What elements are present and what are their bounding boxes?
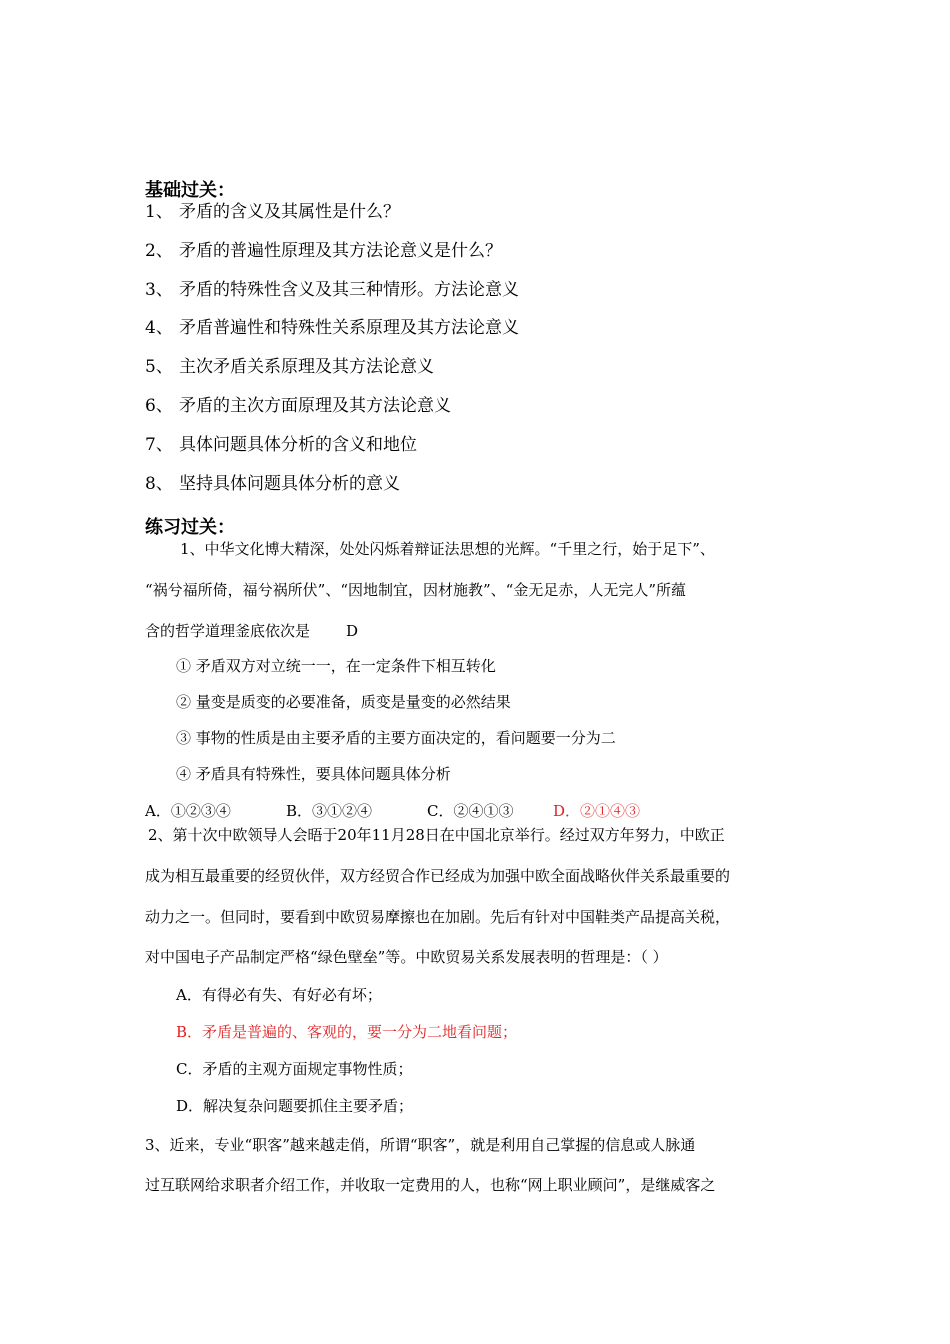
basic-section-heading: 基础过关： xyxy=(145,180,235,201)
q2-line: 成为相互最重要的经贸伙伴，双方经贸合作已经成为加强中欧全面战略伙伴关系最重要的 xyxy=(145,867,731,885)
basic-item xyxy=(145,279,519,301)
q2-line: 动力之一。但同时，要看到中欧贸易摩擦也在加剧。先后有针对中国鞋类产品提高关税， xyxy=(145,908,731,926)
q1-stem-end: 含的哲学道理釜底依次是 xyxy=(145,622,311,640)
q1-statement: ④ 矛盾具有特殊性，要具体问题具体分析 xyxy=(176,765,451,783)
q2-option-a: A．有得必有失、有好必有坏； xyxy=(176,986,382,1004)
q2-line: 对中国电子产品制定严格“绿色壁垒”等。中欧贸易关系发展表明的哲理是：（ ） xyxy=(145,948,668,966)
item-number: 6、 xyxy=(145,396,173,416)
q1-line: 1、中华文化博大精深，处处闪烁着辩证法思想的光辉。“千里之行，始于足下”、 xyxy=(180,540,715,558)
q1-line xyxy=(145,621,358,641)
q3-line: 过互联网给求职者介绍工作，并收取一定费用的人，也称“网上职业顾问”，是继威客之 xyxy=(145,1176,716,1194)
item-text: 矛盾的含义及其属性是什么？ xyxy=(179,202,400,222)
item-text: 矛盾的特殊性含义及其三种情形。方法论意义 xyxy=(179,280,519,300)
q2-option-d: D．解决复杂问题要抓住主要矛盾； xyxy=(176,1097,414,1115)
item-number: 7、 xyxy=(145,435,173,455)
item-text: 矛盾的主次方面原理及其方法论意义 xyxy=(179,396,451,416)
q1-option-d: D．②①④③ xyxy=(553,802,641,820)
item-text: 矛盾普遍性和特殊性关系原理及其方法论意义 xyxy=(179,318,519,338)
q3-line: 3、近来，专业“职客”越来越走俏，所谓“职客”，就是利用自己掌握的信息或人脉通 xyxy=(145,1136,696,1154)
item-number: 3、 xyxy=(145,280,173,300)
q1-answer-mark: D xyxy=(346,622,359,640)
basic-item xyxy=(145,395,451,417)
q1-statement: ① 矛盾双方对立统一一，在一定条件下相互转化 xyxy=(176,657,496,675)
basic-item xyxy=(145,317,519,339)
item-number: 4、 xyxy=(145,318,173,338)
item-text: 坚持具体问题具体分析的意义 xyxy=(179,474,400,494)
q2-option-b: B．矛盾是普遍的、客观的，要一分为二地看问题； xyxy=(176,1023,518,1041)
basic-item xyxy=(145,240,502,262)
q2-line: 2、第十次中欧领导人会晤于20年11月28日在中国北京举行。经过双方年努力，中欧正 xyxy=(148,826,725,844)
q1-line: “祸兮福所倚，福兮祸所伏”、“因地制宜，因材施教”、“金无足赤，人无完人”所蕴 xyxy=(145,581,687,599)
item-number: 8、 xyxy=(145,474,173,494)
item-number: 2、 xyxy=(145,241,173,261)
item-number: 1、 xyxy=(145,202,173,222)
item-text: 具体问题具体分析的含义和地位 xyxy=(179,435,417,455)
item-number: 5、 xyxy=(145,357,173,377)
item-text: 主次矛盾关系原理及其方法论意义 xyxy=(179,357,434,377)
basic-item xyxy=(145,201,400,223)
basic-item xyxy=(145,473,400,495)
basic-item xyxy=(145,434,417,456)
practice-section-heading: 练习过关： xyxy=(145,517,235,538)
q1-option-c: C．②④①③ xyxy=(427,802,514,820)
q1-option-a: A．①②③④ xyxy=(145,802,231,820)
q2-option-c: C．矛盾的主观方面规定事物性质； xyxy=(176,1060,413,1078)
q1-statement: ② 量变是质变的必要准备，质变是量变的必然结果 xyxy=(176,693,511,711)
basic-item xyxy=(145,356,434,378)
item-text: 矛盾的普遍性原理及其方法论意义是什么？ xyxy=(179,241,502,261)
q1-statement: ③ 事物的性质是由主要矛盾的主要方面决定的，看问题要一分为二 xyxy=(176,729,616,747)
q1-option-b: B．③①②④ xyxy=(286,802,373,820)
